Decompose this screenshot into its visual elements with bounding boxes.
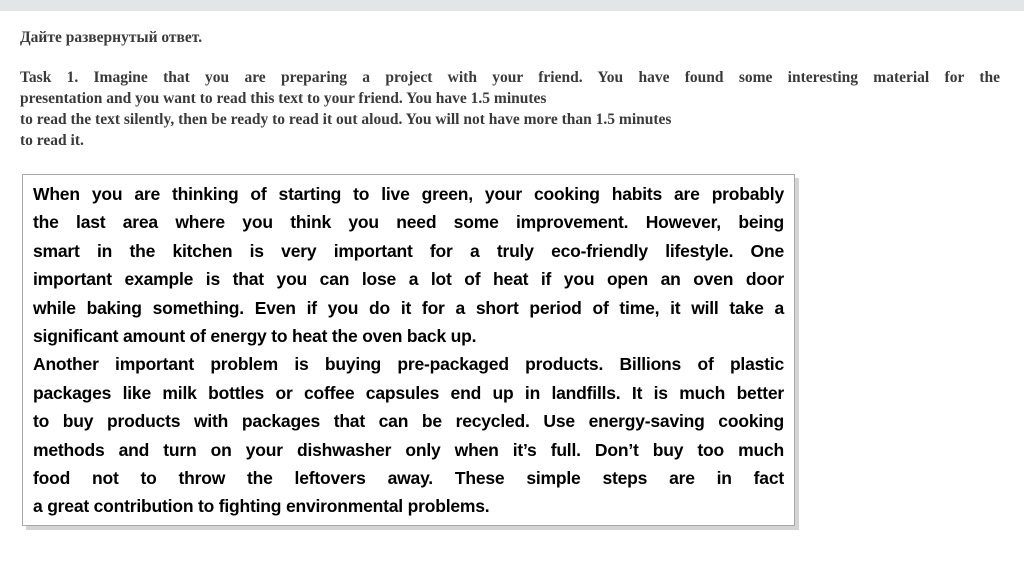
reading-text-line: important example is that you can lose a lot of heat if you open an oven door — [33, 269, 784, 290]
task-line: to read the text silently, then be ready to read it out aloud. You will not have more than 1.5 minutes — [20, 111, 672, 128]
reading-text-line: smart in the kitchen is very important for a truly eco-friendly lifestyle. One — [33, 240, 784, 261]
window-top-bar — [0, 0, 1024, 11]
reading-text-line: while baking something. Even if you do it for a short period of time, it will take a — [33, 297, 784, 318]
reading-text-line: the last area where you think you need some improvement. However, being — [33, 212, 784, 233]
task-line: Task 1. Imagine that you are preparing a project with your friend. You have found some interesting material for the — [20, 69, 1000, 86]
reading-text-line: When you are thinking of starting to live green, your cooking habits are probably — [33, 184, 784, 204]
reading-text-line: significant amount of energy to heat the oven back up. — [33, 326, 477, 347]
page-title: Дайте развернутый ответ. — [20, 29, 203, 46]
task-line: presentation and you want to read this text to your friend. You have 1.5 minutes — [20, 90, 547, 107]
reading-text-line: a great contribution to fighting environmental problems. — [33, 496, 490, 517]
reading-text-box — [22, 174, 795, 526]
task-line: to read it. — [20, 132, 84, 149]
task-page — [0, 11, 1024, 526]
reading-text-line: Another important problem is buying pre-packaged products. Billions of plastic — [33, 354, 784, 375]
reading-text-line: to buy products with packages that can be recycled. Use energy-saving cooking — [33, 411, 784, 432]
reading-text-line: food not to throw the leftovers away. These simple steps are in fact — [33, 468, 784, 489]
task-description — [20, 67, 1000, 151]
reading-text-line: methods and turn on your dishwasher only when it’s full. Don’t buy too much — [33, 439, 784, 460]
reading-text-line: packages like milk bottles or coffee capsules end up in landfills. It is much better — [33, 382, 784, 403]
